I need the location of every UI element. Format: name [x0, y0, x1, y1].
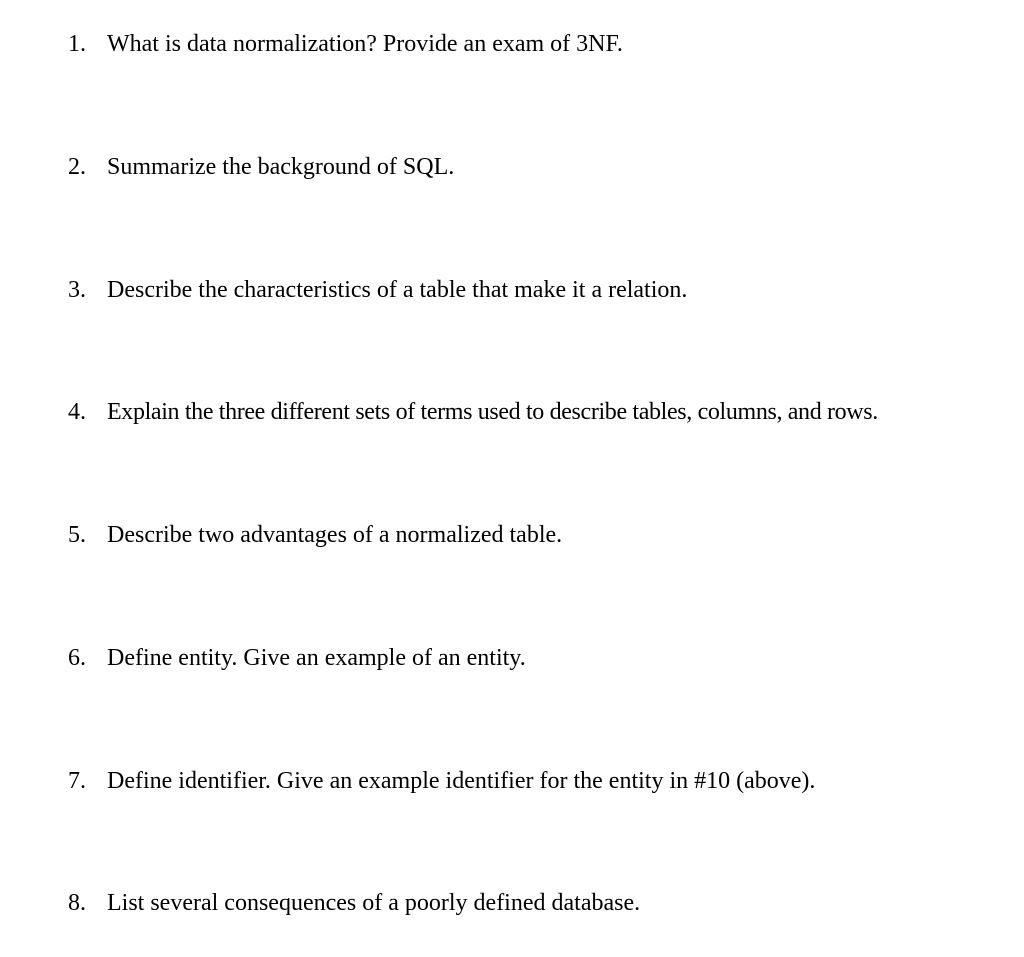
- question-text: Explain the three different sets of terms used to describe tables, columns, and rows.: [107, 399, 878, 425]
- question-number: 4.: [68, 399, 86, 425]
- question-text: Describe two advantages of a normalized table.: [107, 522, 563, 548]
- question-text: List several consequences of a poorly defined database.: [107, 890, 641, 916]
- question-text: What is data normalization? Provide an exam of 3NF.: [107, 31, 623, 57]
- question-number: 3.: [68, 277, 86, 303]
- question-text: Describe the characteristics of a table that make it a relation.: [107, 277, 688, 303]
- question-number: 1.: [68, 31, 86, 57]
- question-text: Define identifier. Give an example identifier for the entity in #10 (above).: [107, 768, 816, 794]
- question-text: Define entity. Give an example of an entity.: [107, 645, 526, 671]
- question-number: 2.: [68, 154, 86, 180]
- question-number: 6.: [68, 645, 86, 671]
- question-text: Summarize the background of SQL.: [107, 154, 455, 180]
- question-number: 5.: [68, 522, 86, 548]
- question-number: 8.: [68, 890, 86, 916]
- question-number: 7.: [68, 768, 86, 794]
